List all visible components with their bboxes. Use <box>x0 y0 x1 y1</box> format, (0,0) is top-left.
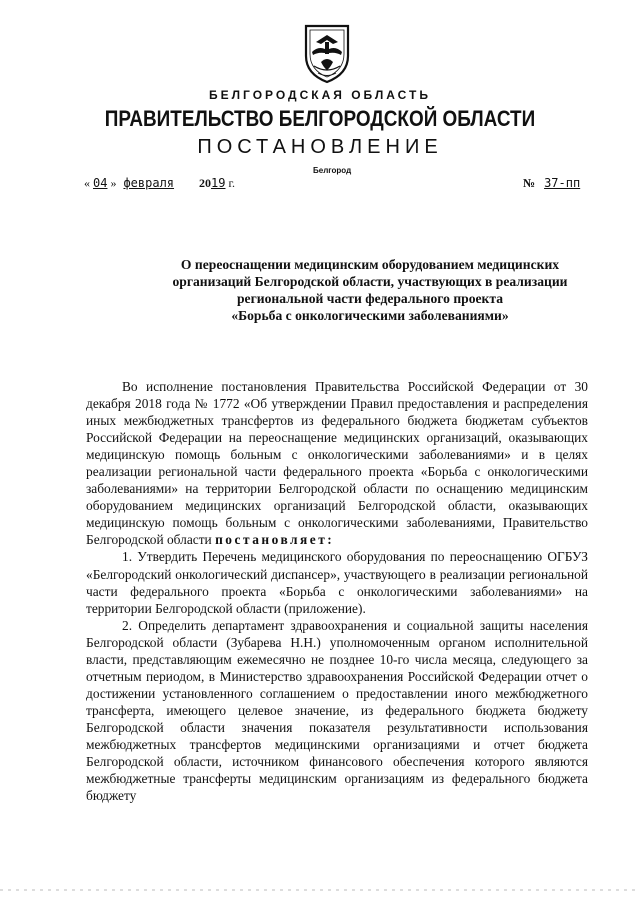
document-title <box>130 256 610 324</box>
title-line: организаций Белгородской области, участвующих в реализации <box>172 274 568 289</box>
body-paragraph-preamble <box>86 378 588 548</box>
number-value: 37-пп <box>544 176 581 190</box>
title-line: региональной части федерального проекта <box>236 291 504 306</box>
date-year-abbr: г. <box>228 176 236 190</box>
document-type: ПОСТАНОВЛЕНИЕ <box>197 136 443 158</box>
scan-edge-marks <box>0 886 640 894</box>
document-body <box>86 378 588 804</box>
date-month: февраля <box>123 176 175 190</box>
number-label: № <box>523 176 536 190</box>
document-date <box>84 176 235 191</box>
decree-word: постановляет: <box>215 532 335 548</box>
preamble-text: Во исполнение постановления Правительства Российской Федерации от 30 декабря 2018 года № 1772 «Об утверждении Правил предоставления и распределения иных межбюджетных трансфертов из федерального бюджета бюджетам субъектов Российской Федерации на переоснащение медицинских организаций, оказывающих медицинскую помощь больным с онкологическими заболеваниями» и в целях реализации региональной части федерального проекта «Борьба с онкологическими заболеваниями» на территории Белгородской области по оснащению медицинским оборудованием медицинских организаций Белгородской области, оказывающих медицинскую помощь больным с онкологическими заболеваниями, Правительство Белгородской области <box>86 379 588 548</box>
city-name: Белгород <box>313 166 352 175</box>
region-name: БЕЛГОРОДСКАЯ ОБЛАСТЬ <box>209 88 431 102</box>
date-close-quote: » <box>110 176 117 190</box>
date-year-suffix: 19 <box>211 176 226 190</box>
coat-of-arms-icon <box>302 22 352 84</box>
government-name: ПРАВИТЕЛЬСТВО БЕЛГОРОДСКОЙ ОБЛАСТИ <box>104 106 536 131</box>
date-year-prefix: 20 <box>199 176 212 190</box>
document-number <box>523 176 580 191</box>
body-paragraph-1: 1. Утвердить Перечень медицинского оборудования по переоснащению ОГБУЗ «Белгородский онкологический диспансер», участвующего в реализации региональной части федерального проекта «Борьба с онкологическими заболеваниями» на территории Белгородской области (приложение). <box>86 549 588 616</box>
title-line: «Борьба с онкологическими заболеваниями» <box>231 308 509 323</box>
date-open-quote: « <box>84 176 90 190</box>
title-line: О переоснащении медицинским оборудованием медицинских <box>180 257 560 272</box>
body-paragraph-2: 2. Определить департамент здравоохранения и социальной защиты населения Белгородской области (Зубарева Н.Н.) уполномоченным органом исполнительной власти, представляющим ежемесячно не позднее 10-го числа месяца, следующего за отчетным периодом, в Министерство здравоохранения Российской Федерации отчет о достижении установленного соглашением о предоставлении иного межбюджетного трансферта, имеющего целевое значение, из федерального бюджета бюджету Белгородской области значения показателя результативности использования межбюджетных трансфертов медицинскими организациями и отчет бюджета Белгородской области, источником финансового обеспечения которого являются межбюджетные трансферты медицинским организациям из федерального бюджета бюджету <box>86 617 588 804</box>
date-day: 04 <box>93 176 108 190</box>
